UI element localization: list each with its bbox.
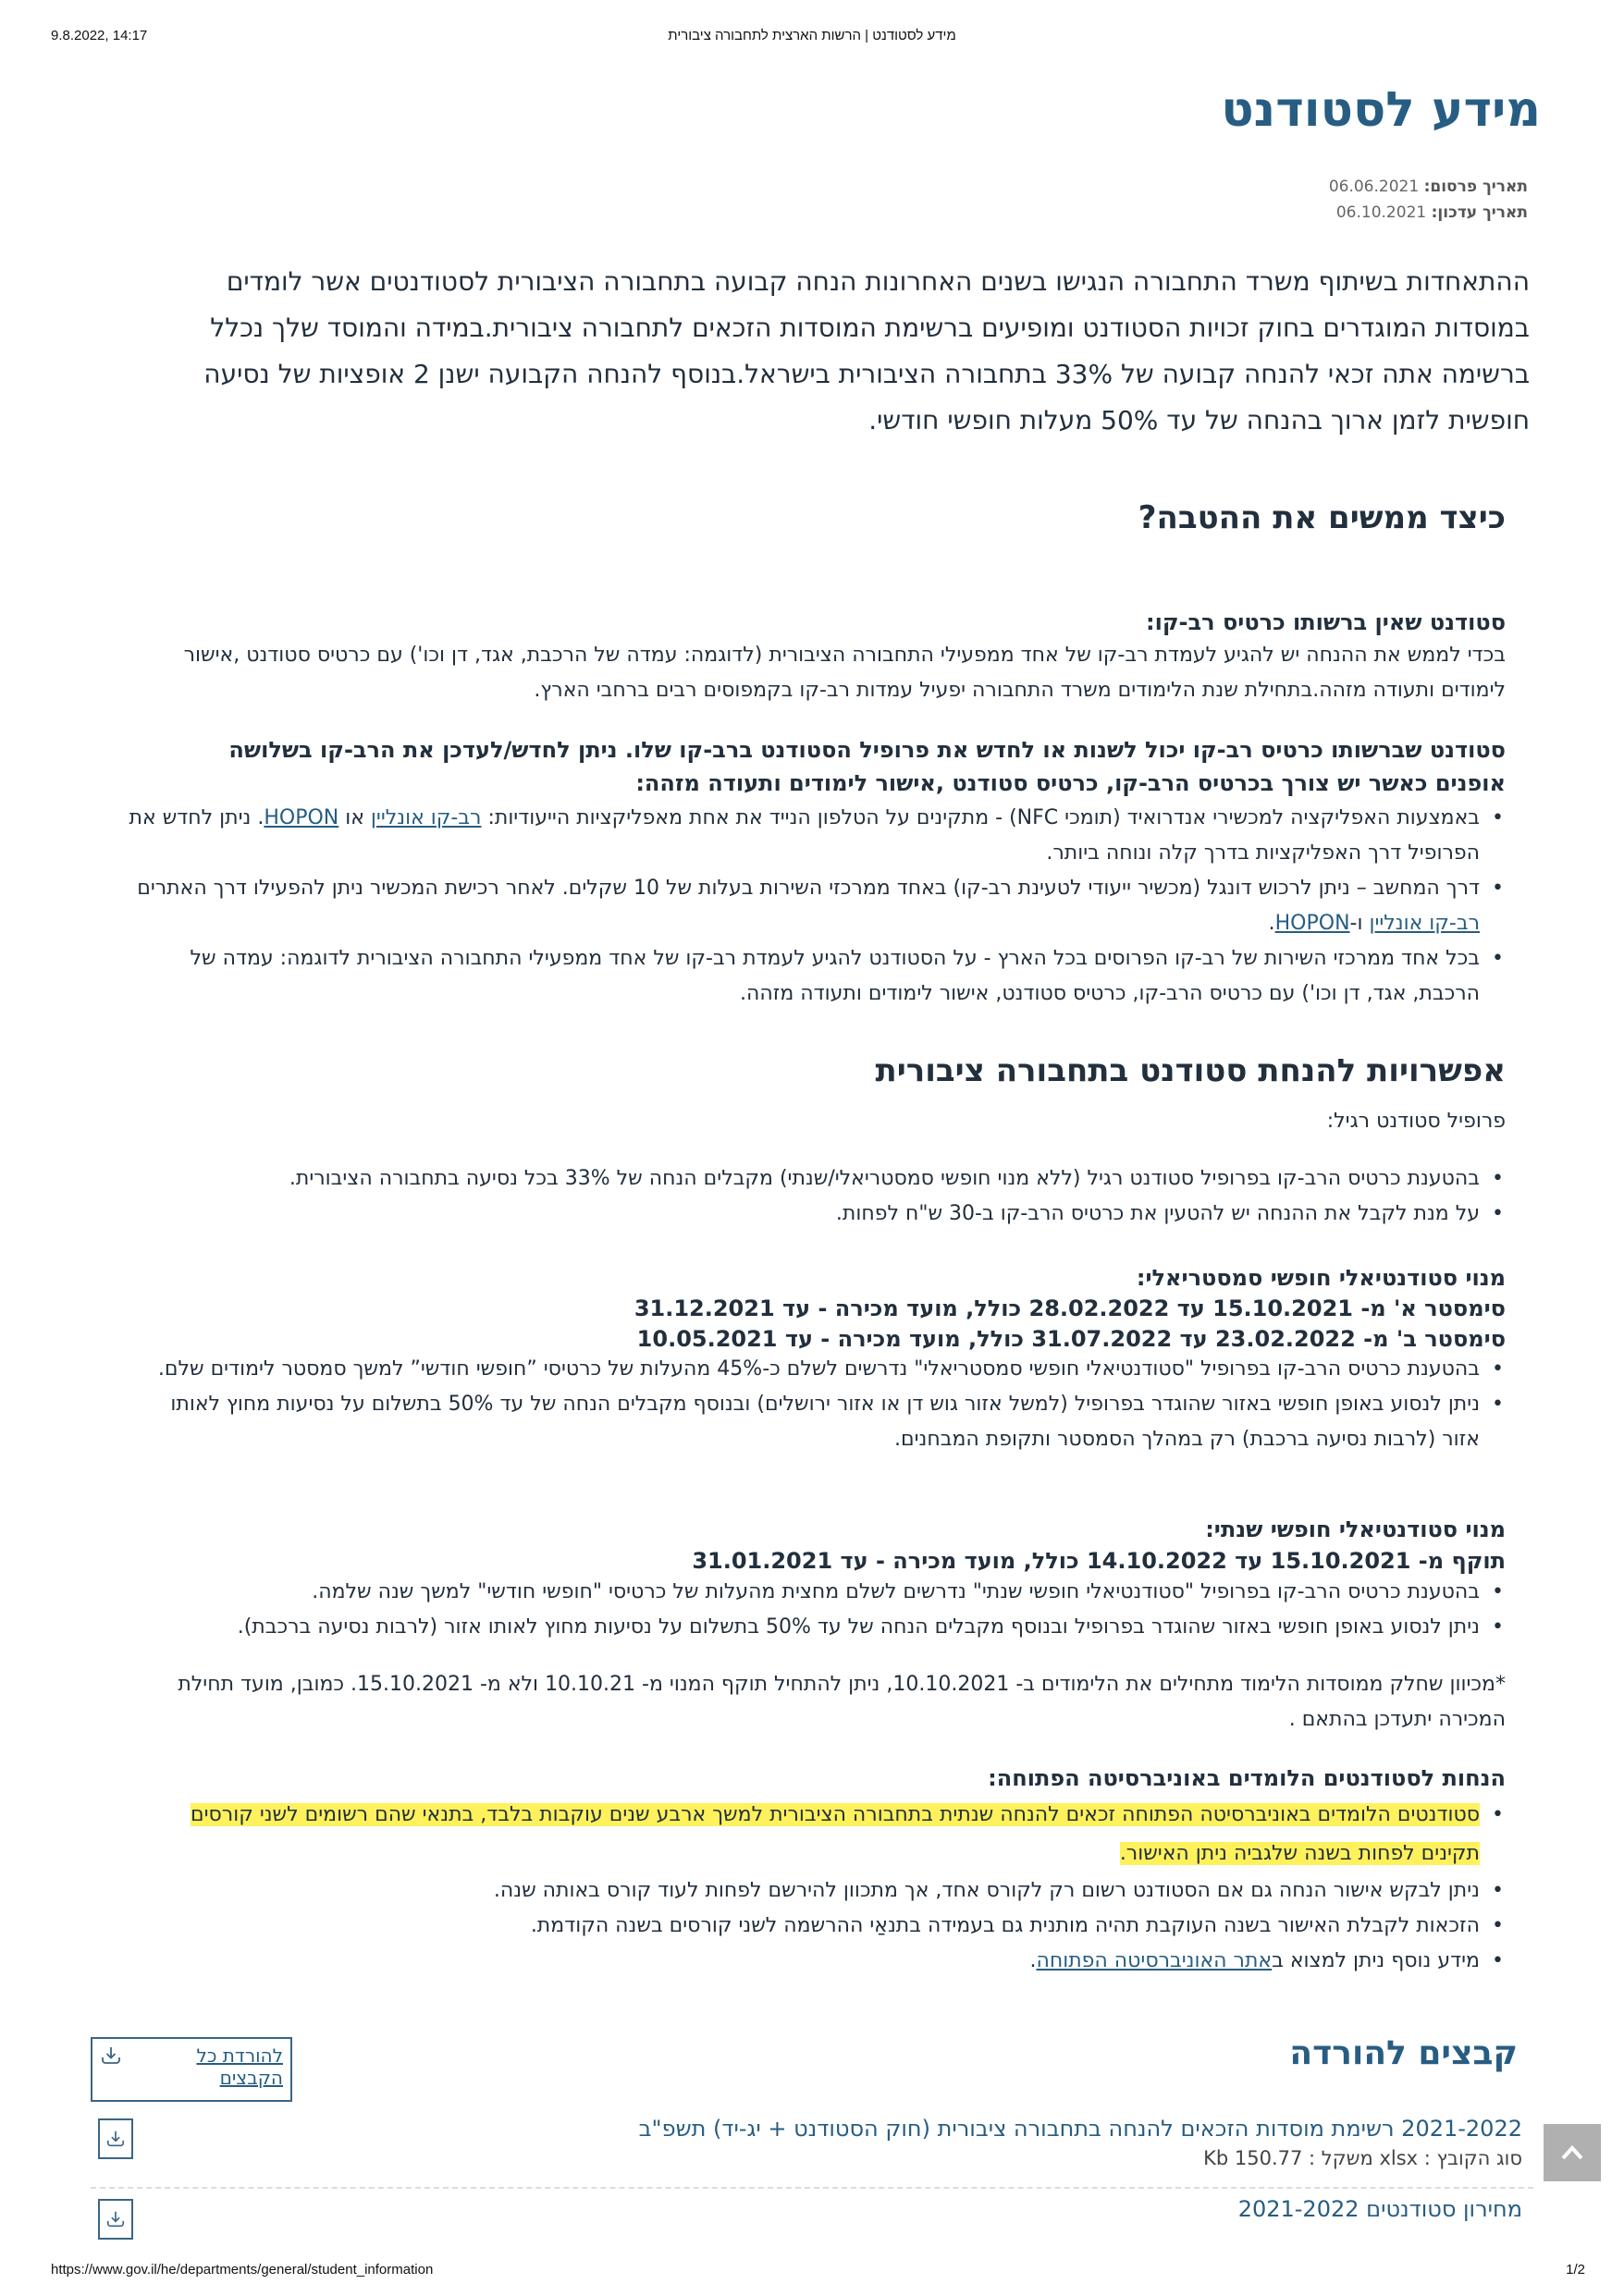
published-date-row: [1329, 174, 1528, 200]
how-to-heading: כיצד ממשים את ההטבה?: [1138, 499, 1506, 536]
list-item: • ניתן לבקש אישור הנחה גם אם הסטודנט רשום רק לקורס אחד, אך מתכוון להירשם לפחות לעוד קורס באותה שנה.: [128, 1873, 1506, 1909]
hopon-link[interactable]: HOPON: [264, 806, 339, 829]
opening-date-note: *מכיוון שחלק ממוסדות הלימוד מתחילים את הלימודים ב- 10.10.2021, ניתן להתחיל תוקף המנוי מ- 10.10.21 ולא מ- 15.10.2021. כמובן, מועד תחילת המכירה יתעדכן בהתאם .: [178, 1673, 1506, 1731]
downloads-heading: קבצים להורדה: [1289, 2034, 1518, 2072]
rav-kav-online-link[interactable]: רב-קו אונליין: [370, 806, 482, 829]
file-item: [228, 2193, 1522, 2225]
updated-label: תאריך עדכון:: [1431, 203, 1528, 222]
print-page-number: 1/2: [1566, 2262, 1585, 2278]
file-title-link[interactable]: 2021-2022 רשימת מוסדות הזכאים להנחה בתחבורה ציבורית (חוק הסטודנט + יג-יד) תשפ"ב: [638, 2116, 1522, 2142]
updated-date-row: [1336, 200, 1528, 226]
semester-a-dates: סימסטר א' מ- 15.10.2021 עד 28.02.2022 כולל, מועד מכירה - עד 31.12.2021: [634, 1295, 1506, 1321]
list-item: • דרך המחשב – ניתן לרכוש דונגל (מכשיר ייעודי לטעינת רב-קו) באחד ממרכזי השירות בעלות של 10 שקלים. לאחר רכישת המכשיר ניתן להפעילו דרך האתרים רב-קו אונליין ו-HOPON.: [128, 871, 1506, 941]
download-icon: [105, 2129, 126, 2149]
scroll-to-top-button[interactable]: [1544, 2124, 1601, 2181]
print-header: [0, 28, 1624, 50]
semester-bullets: [128, 1352, 1506, 1457]
intro-paragraph: ההתאחדות בשיתוף משרד התחבורה הנגישו בשנים האחרונות הנחה קבועה בתחבורה הציבורית לסטודנטים אשר לומדים במוסדות המוגדרים בחוק זכויות הסטודנט ומופיעים ברשימת המוסדות הזכאים לתחבורה ציבורית.במידה והמוסד שלך נכלל ברשימה אתה זכאי להנחה קבועה של 33% בתחבורה הציבורית בישראל.בנוסף להנחה הקבועה ישנן 2 אופציות של נסיעה חופשית לזמן ארוך בהנחה של עד 50% מעלות חופשי חודשי.: [203, 266, 1530, 436]
no-card-text: בכדי לממש את ההנחה יש להגיע לעמדת רב-קו של אחד ממפעילי התחבורה הציבורית (לדוגמה: עמדה של הרכבת, אגד, דן וכו') עם כרטיס סטודנט ,אישור לימודים ותעודה מזהה.בתחילת שנת הלימודים משרד התחבורה יפעיל עמדות רב-קו בקמפוסים רבים ברחבי הארץ.: [183, 644, 1506, 702]
open-university-site-link[interactable]: אתר האוניברסיטה הפתוחה: [1036, 1949, 1273, 1972]
list-item: • בכל אחד ממרכזי השירות של רב-קו הפרוסים בכל הארץ - על הסטודנט להגיע לעמדת רב-קו של אחד ממפעילי התחבורה הציבורית לדוגמה: עמדה של הרכבת, אגד, דן וכו') עם כרטיס הרב-קו, כרטיס סטודנט, אישור לימודים ותעודה מזהה.: [128, 941, 1506, 1012]
no-card-heading: סטודנט שאין ברשותו כרטיס רב-קו:: [1146, 609, 1506, 635]
list-item: • ניתן לנסוע באופן חופשי באזור שהוגדר בפרופיל ובנוסף מקבלים הנחה של עד 50% בתשלום על נסיעות מחוץ לאותו אזור (לרבות נסיעה ברכבת).: [128, 1610, 1506, 1645]
list-item: • הזכאות לקבלת האישור בשנה העוקבת תהיה מותנית גם בעמידה בתנאַי ההרשמה לשני קורסים בשנה הקודמת.: [128, 1909, 1506, 1944]
open-university-heading: הנחות לסטודנטים הלומדים באוניברסיטה הפתוחה:: [988, 1765, 1506, 1791]
published-label: תאריך פרסום:: [1423, 178, 1528, 196]
print-url: https://www.gov.il/he/departments/general/student_information: [51, 2262, 434, 2278]
list-item: • מידע נוסף ניתן למצוא באתר האוניברסיטה הפתוחה.: [128, 1944, 1506, 1979]
updated-date: 06.10.2021: [1335, 203, 1427, 222]
has-card-heading: סטודנט שברשותו כרטיס רב-קו יכול לשנות או לחדש את פרופיל הסטודנט ברב-קו שלו. ניתן לחדש/לעדכן את הרב-קו בשלושה אופנים כאשר יש צורך בכרטיס הרב-קו, כרטיס סטודנט ,אישור לימודים ותעודה מזהה:: [228, 737, 1506, 796]
download-all-button[interactable]: [91, 2037, 292, 2102]
annual-heading: מנוי סטודנטיאלי חופשי שנתי:: [1205, 1516, 1506, 1542]
file-divider: [91, 2187, 1533, 2189]
options-heading: אפשרויות להנחת סטודנט בתחבורה ציבורית: [875, 1052, 1506, 1089]
chevron-up-icon: [1560, 2143, 1584, 2162]
file-meta: סוג הקובץ : xlsx משקל : 150.77 Kb: [1203, 2147, 1522, 2169]
annual-dates: תוקף מ- 15.10.2021 עד 14.10.2022 כולל, מועד מכירה - עד 31.01.2021: [692, 1548, 1506, 1574]
semester-b-dates: סימסטר ב' מ- 23.02.2022 עד 31.07.2022 כולל, מועד מכירה - עד 10.05.2021: [636, 1326, 1506, 1352]
file-title-link[interactable]: מחירון סטודנטים 2021-2022: [1237, 2196, 1522, 2222]
list-item: • בהטענת כרטיס הרב-קו בפרופיל "סטודנטיאלי חופשי סמסטריאלי" נדרשים לשלם כ-45% מהעלות של כרטיסי ”חופשי חודשי” למשך סמסטר לימודים שלם.: [128, 1352, 1506, 1387]
download-icon: [105, 2209, 126, 2229]
has-card-bullets: [128, 801, 1506, 1012]
published-date: 06.06.2021: [1328, 178, 1420, 196]
download-file-button[interactable]: [98, 2199, 133, 2240]
print-document-title: מידע לסטודנט | הרשות הארצית לתחבורה ציבורית: [668, 28, 956, 43]
file-item: [228, 2113, 1522, 2172]
regular-profile-label: פרופיל סטודנט רגיל:: [1326, 1110, 1506, 1133]
list-item: [128, 1796, 1506, 1873]
list-item: • בהטענת כרטיס הרב-קו בפרופיל סטודנט רגיל (ללא מנוי חופשי סמסטריאלי/שנתי) מקבלים הנחה של 33% בכל נסיעה בתחבורה הציבורית.: [128, 1161, 1506, 1197]
download-file-button[interactable]: [98, 2118, 133, 2159]
list-item: • באמצעות האפליקציה למכשירי אנדרואיד (תומכי NFC) - מתקינים על הטלפון הנייד את אחת מאפליקציות הייעודיות: רב-קו אונליין או HOPON. ניתן לחדש את הפרופיל דרך האפליקציות בדרך קלה ונוחה ביותר.: [128, 801, 1506, 871]
highlighted-text: סטודנטים הלומדים באוניברסיטה הפתוחה זכאים להנחה שנתית בתחבורה הציבורית למשך ארבע שנים עוקבות בלבד, בתנאי שהם רשומים לשני קורסים תקינים לפחות בשנה שלגביה ניתן האישור.: [191, 1803, 1480, 1865]
page-title: מידע לסטודנט: [1221, 82, 1541, 138]
rav-kav-online-link[interactable]: רב-קו אונליין: [1369, 912, 1480, 935]
semester-heading: מנוי סטודנטיאלי חופשי סמסטריאלי:: [1136, 1265, 1506, 1291]
print-timestamp: 9.8.2022, 14:17: [51, 28, 148, 43]
annual-bullets: [128, 1575, 1506, 1645]
list-item: • ניתן לנסוע באופן חופשי באזור שהוגדר בפרופיל (למשל אזור גוש דן או אזור ירושלים) ובנוסף מקבלים הנחה של עד 50% בתשלום על נסיעות מחוץ לאותו אזור (לרבות נסיעה ברכבת) רק במהלך הסמסטר ותקופת המבחנים.: [128, 1387, 1506, 1457]
list-item: • בהטענת כרטיס הרב-קו בפרופיל "סטודנטיאלי חופשי שנתי" נדרשים לשלם מחצית מהעלות של כרטיסי "חופשי חודשי" למשך שנה שלמה.: [128, 1575, 1506, 1610]
regular-profile-bullets: [128, 1161, 1506, 1232]
hopon-link[interactable]: HOPON: [1274, 912, 1350, 935]
list-item: • על מנת לקבל את ההנחה יש להטעין את כרטיס הרב-קו ב-30 ש"ח לפחות.: [128, 1197, 1506, 1232]
download-icon: [100, 2044, 122, 2071]
open-university-bullets: [128, 1796, 1506, 1979]
download-all-label: להורדת כל הקבצים: [196, 2044, 283, 2089]
